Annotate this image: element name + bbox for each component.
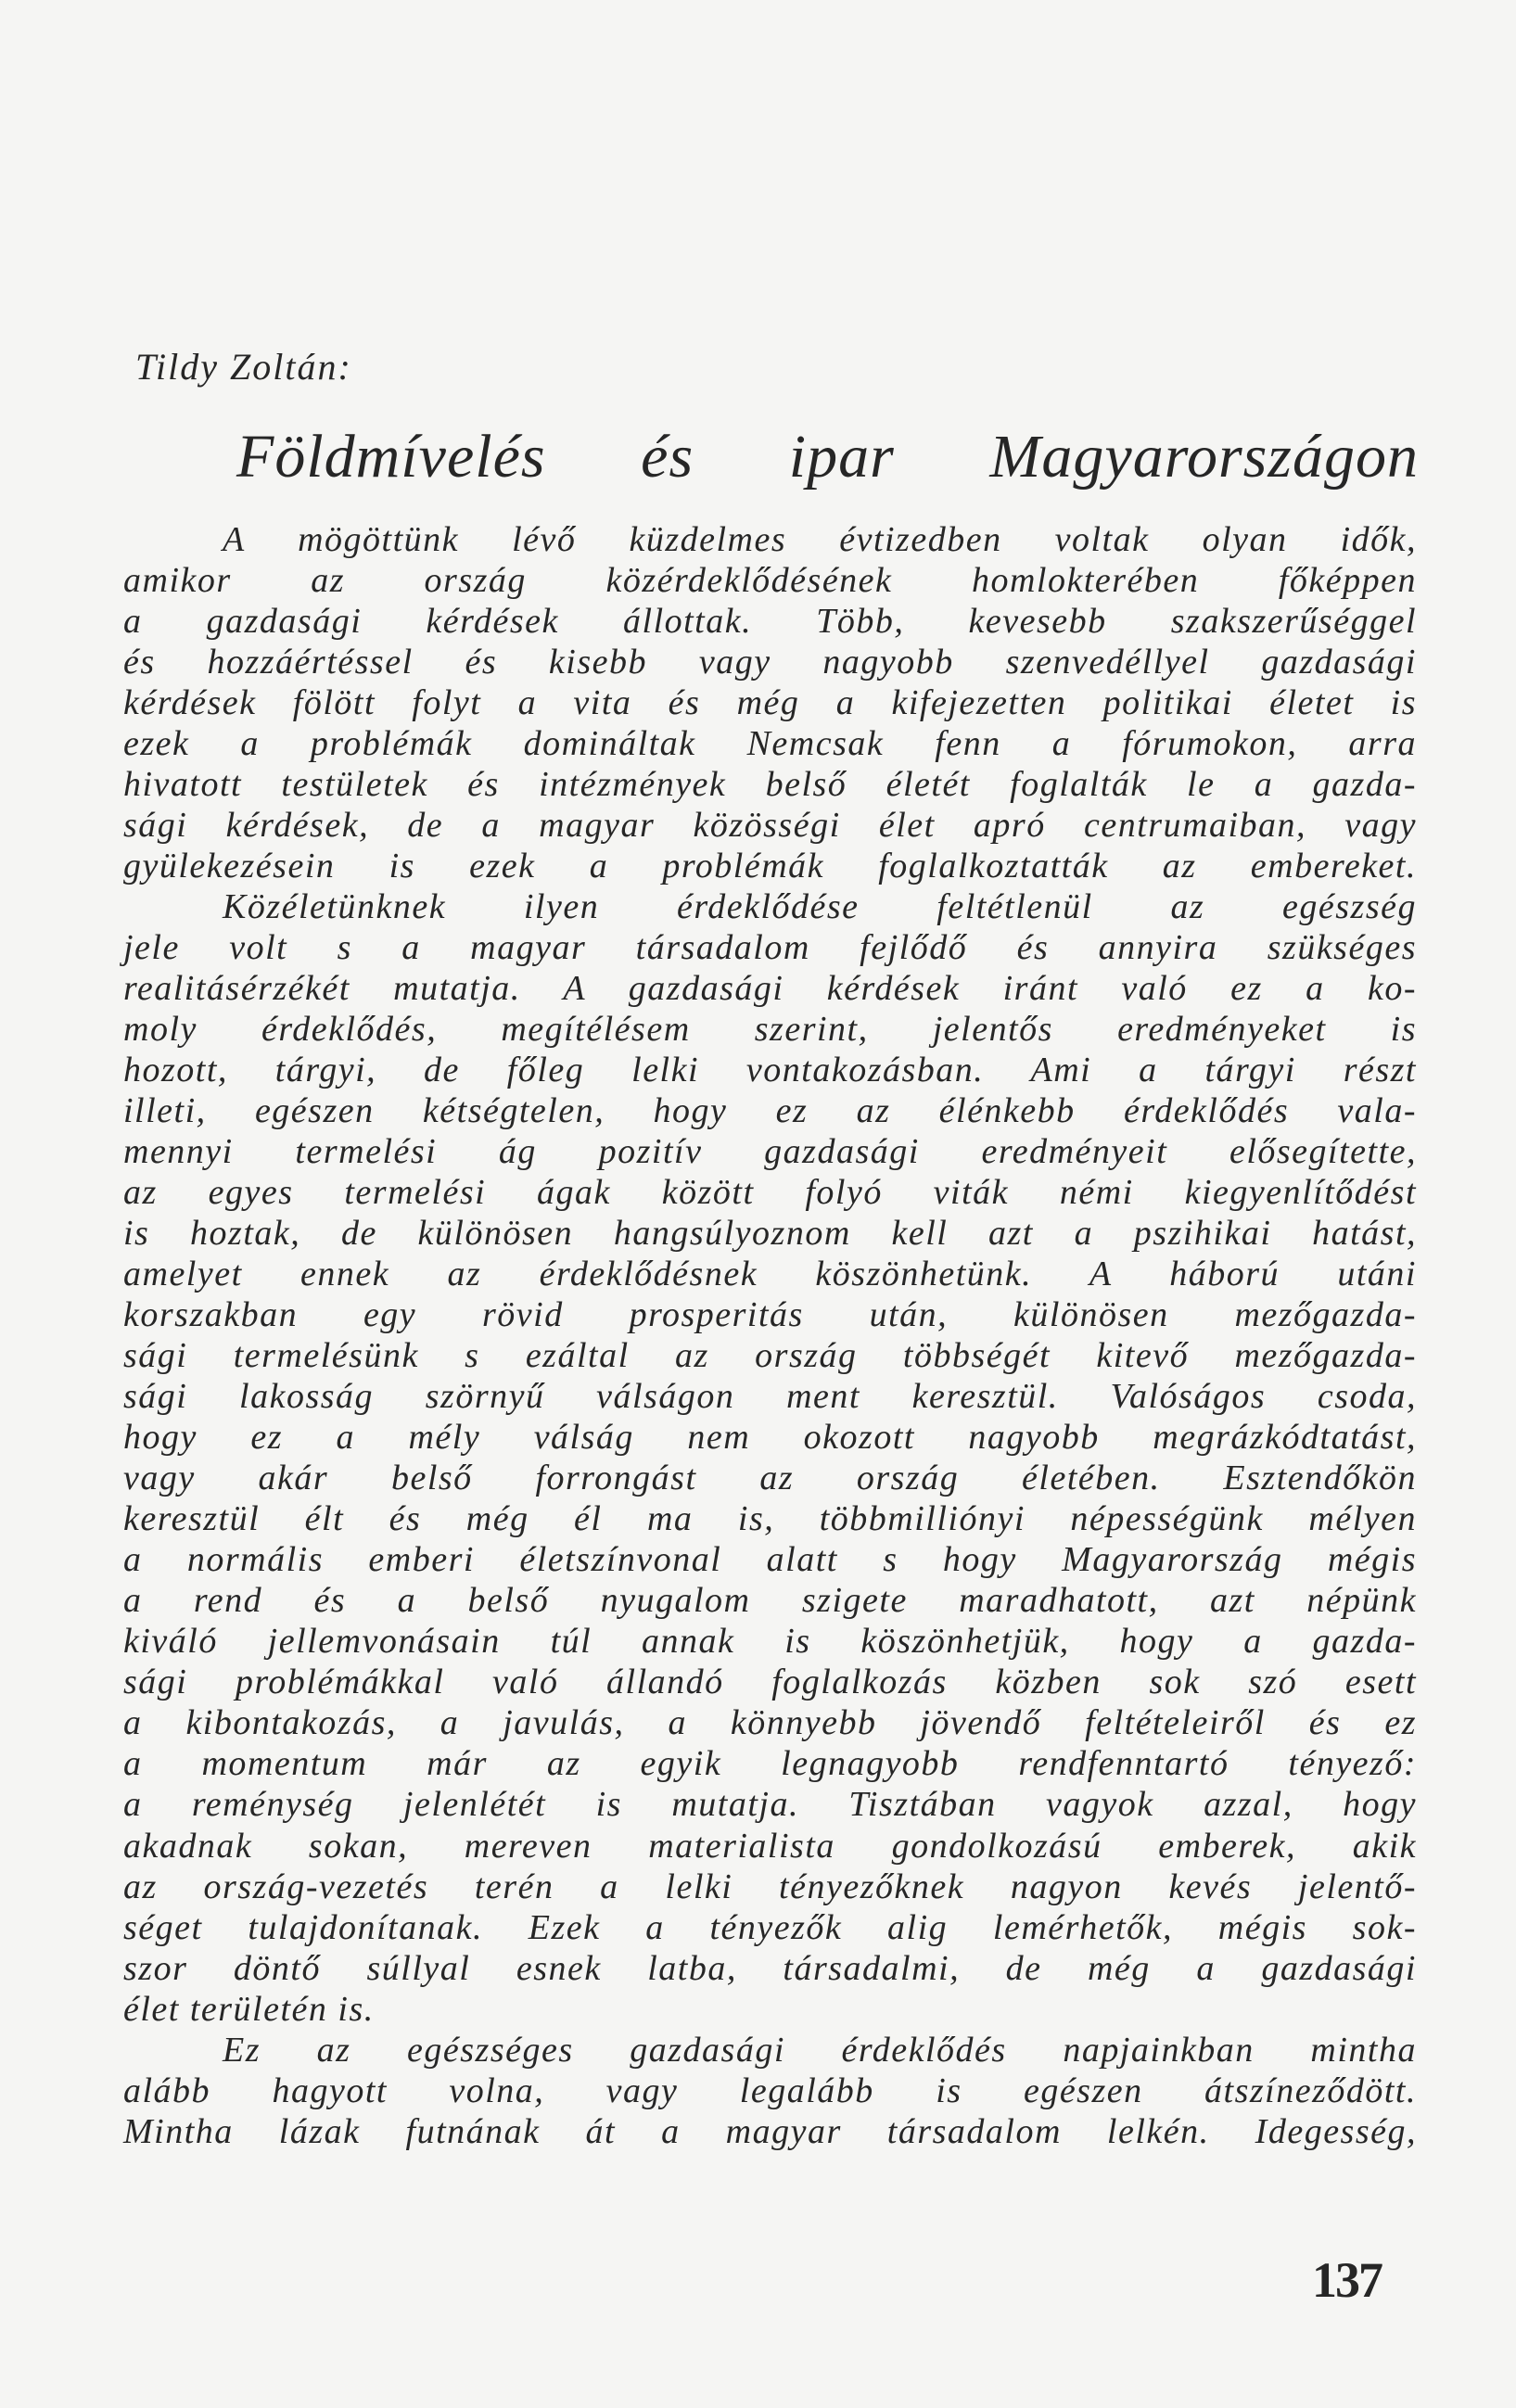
text-line: jele volt s a magyar társadalom fejlődő és annyira szükséges bbox=[123, 928, 1417, 968]
text-line: keresztül élt és még él ma is, többmilliónyi népességünk mélyen bbox=[123, 1499, 1417, 1539]
text-line: Mintha lázak futnának át a magyar társadalom lelkén. Idegesség, bbox=[123, 2111, 1417, 2151]
text-line: Közéletünknek ilyen érdeklődése feltétlenül az egészség bbox=[223, 887, 1417, 927]
text-line: a gazdasági kérdések állottak. Több, kevesebb szakszerűséggel bbox=[123, 602, 1417, 642]
text-line: hogy ez a mély válság nem okozott nagyobb megrázkódtatást, bbox=[123, 1418, 1417, 1458]
text-line: hivatott testületek és intézmények belső életét foglalták le a gazda- bbox=[123, 765, 1417, 805]
text-line: moly érdeklődés, megítélésem szerint, jelentős eredményeket is bbox=[123, 1010, 1417, 1050]
text-line: realitásérzékét mutatja. A gazdasági kérdések iránt való ez a ko- bbox=[123, 969, 1417, 1009]
page-number: 137 bbox=[1312, 2252, 1382, 2308]
text-line: és hozzáértéssel és kisebb vagy nagyobb szenvedéllyel gazdasági bbox=[123, 643, 1417, 682]
text-line: szor döntő súllyal esnek latba, társadalmi, de még a gazdasági bbox=[123, 1948, 1417, 1988]
text-line: is hoztak, de különösen hangsúlyoznom kell azt a pszihikai hatást, bbox=[123, 1214, 1417, 1254]
text-line: az egyes termelési ágak között folyó viták némi kiegyenlítődést bbox=[123, 1173, 1417, 1213]
text-line: A mögöttünk lévő küzdelmes évtizedben voltak olyan idők, bbox=[223, 520, 1417, 559]
paragraph bbox=[123, 2030, 1417, 2152]
text-line: a normális emberi életszínvonal alatt s hogy Magyarország mégis bbox=[123, 1540, 1417, 1580]
text-line: akadnak sokan, mereven materialista gondolkozású emberek, akik bbox=[123, 1826, 1417, 1866]
text-line: gyülekezésein is ezek a problémák foglalkoztatták az embereket. bbox=[123, 847, 1417, 886]
text-line: sági problémákkal való állandó foglalkozás közben sok szó esett bbox=[123, 1663, 1417, 1702]
text-line: kérdések fölött folyt a vita és még a kifejezetten politikai életet is bbox=[123, 683, 1417, 723]
text-line: élet területén is. bbox=[123, 1989, 375, 2029]
text-line: mennyi termelési ág pozitív gazdasági eredményeit elősegítette, bbox=[123, 1132, 1417, 1172]
text-line: korszakban egy rövid prosperitás után, különösen mezőgazda- bbox=[123, 1295, 1417, 1335]
text-line: sági kérdések, de a magyar közösségi élet apró centrumaiban, vagy bbox=[123, 806, 1417, 846]
article-body bbox=[123, 519, 1417, 2152]
article-title: Földmívelés és ipar Magyarországon bbox=[236, 423, 1419, 491]
author-name: Tildy Zoltán: bbox=[135, 346, 352, 388]
text-line: a reménység jelenlétét is mutatja. Tisztában vagyok azzal, hogy bbox=[123, 1785, 1417, 1825]
text-line: alább hagyott volna, vagy legalább is egészen átszíneződött. bbox=[123, 2070, 1417, 2110]
text-line: amikor az ország közérdeklődésének homlokterében főképpen bbox=[123, 561, 1417, 601]
text-line: illeti, egészen kétségtelen, hogy ez az élénkebb érdeklődés vala- bbox=[123, 1091, 1417, 1131]
text-line: Ez az egészséges gazdasági érdeklődés napjainkban mintha bbox=[223, 2030, 1417, 2070]
text-line: a kibontakozás, a javulás, a könnyebb jövendő feltételeiről és ez bbox=[123, 1703, 1417, 1743]
paragraph bbox=[123, 519, 1417, 886]
text-line: kiváló jellemvonásain túl annak is köszönhetjük, hogy a gazda- bbox=[123, 1622, 1417, 1662]
text-line: az ország-vezetés terén a lelki tényezőknek nagyon kevés jelentő- bbox=[123, 1867, 1417, 1906]
paragraph bbox=[123, 886, 1417, 2029]
text-line: amelyet ennek az érdeklődésnek köszönhetünk. A háború utáni bbox=[123, 1255, 1417, 1294]
text-line: séget tulajdonítanak. Ezek a tényezők alig lemérhetők, mégis sok- bbox=[123, 1907, 1417, 1947]
text-line: a momentum már az egyik legnagyobb rendfenntartó tényező: bbox=[123, 1744, 1417, 1784]
text-line: sági lakosság szörnyű válságon ment keresztül. Valóságos csoda, bbox=[123, 1377, 1417, 1417]
text-line: a rend és a belső nyugalom szigete maradhatott, azt népünk bbox=[123, 1581, 1417, 1621]
text-line: ezek a problémák domináltak Nemcsak fenn a fórumokon, arra bbox=[123, 724, 1417, 764]
text-line: hozott, tárgyi, de főleg lelki vontakozásban. Ami a tárgyi részt bbox=[123, 1051, 1417, 1090]
text-line: sági termelésünk s ezáltal az ország többségét kitevő mezőgazda- bbox=[123, 1336, 1417, 1376]
text-line: vagy akár belső forrongást az ország életében. Esztendőkön bbox=[123, 1459, 1417, 1498]
